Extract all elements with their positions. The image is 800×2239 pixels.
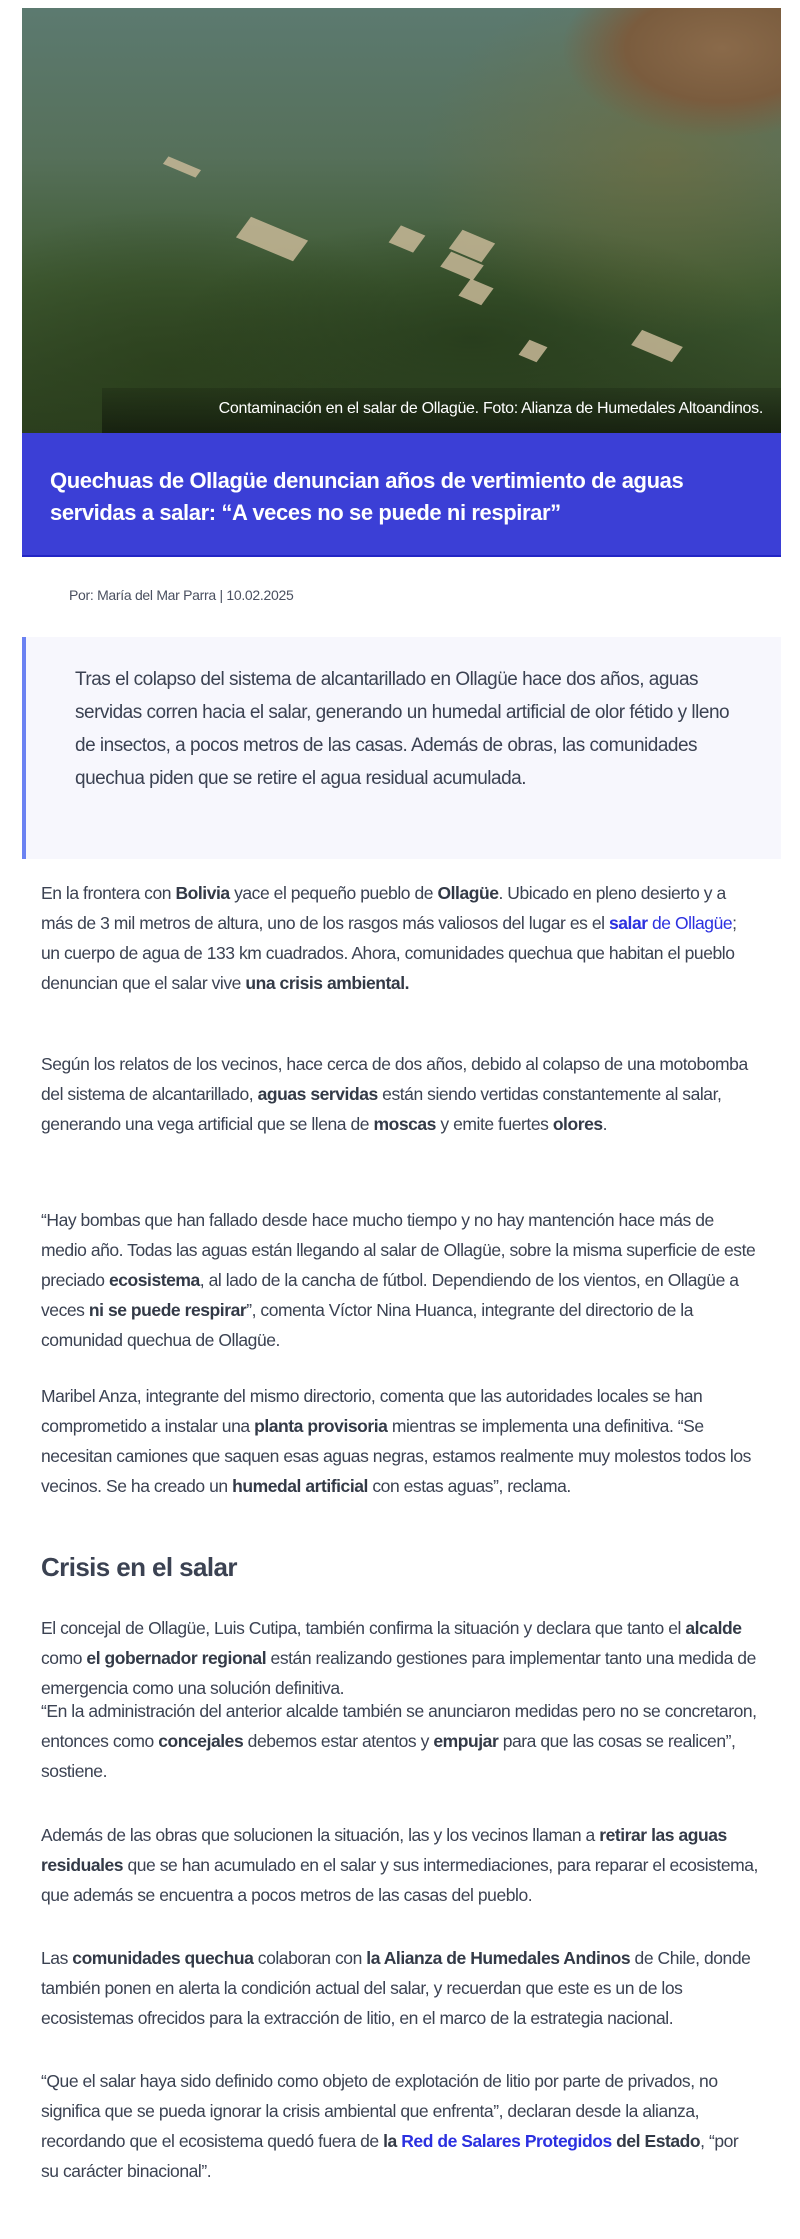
- bold-text: una crisis ambiental.: [245, 973, 410, 993]
- lead-blockquote: [22, 637, 781, 859]
- text-run: que se han acumulado en el salar y sus intermediaciones, para reparar el ecosistema, que además se encuentra a pocos metros de las casas del pueblo.: [41, 1855, 758, 1905]
- text-run: de Chile, donde también ponen en alerta la condición actual del salar, y recuerdan que este es un de los ecosistemas ofrecidos para la extracción de litio, en el marco de la estrategia nacional.: [41, 1948, 751, 2028]
- bold-text: el gobernador regional: [86, 1648, 267, 1668]
- photo-detail: [389, 225, 426, 252]
- paragraph: [41, 2066, 759, 2186]
- text-run: En la frontera con: [41, 883, 176, 903]
- section-heading: Crisis en el salar: [41, 1552, 237, 1582]
- text-run: están realizando gestiones para implementar tanto una medida de emergencia como una solución definitiva.: [41, 1648, 756, 1698]
- text-run: Según los relatos de los vecinos, hace cerca de dos años, debido al colapso de una motobomba del sistema de alcantarillado,: [41, 1054, 748, 1104]
- paragraph: [41, 1696, 759, 1786]
- bold-text: alcalde: [685, 1618, 742, 1638]
- photo-detail: [163, 156, 201, 177]
- paragraph: [41, 1049, 759, 1139]
- paragraph: [41, 1820, 759, 1910]
- bold-text: comunidades quechua: [72, 1948, 254, 1968]
- text-run: para que las cosas se realicen”, sostiene.: [41, 1731, 736, 1781]
- article-title: Quechuas de Ollagüe denuncian años de vertimiento de aguas servidas a salar: “A veces no se puede ni respirar”: [50, 468, 684, 525]
- text-run: y emite fuertes: [435, 1114, 553, 1134]
- inline-link[interactable]: salar: [608, 913, 648, 933]
- paragraph: [41, 1613, 759, 1703]
- bold-text: planta provisoria: [254, 1416, 388, 1436]
- byline: Por: María del Mar Parra | 10.02.2025: [69, 587, 294, 603]
- inline-link[interactable]: de Ollagüe: [647, 913, 733, 933]
- bold-text: empujar: [433, 1731, 499, 1751]
- bold-text: la Alianza de Humedales Andinos: [366, 1948, 631, 1968]
- photo-caption: [102, 388, 781, 433]
- bold-text: del Estado: [611, 2131, 701, 2151]
- bold-text: la: [383, 2131, 402, 2151]
- text-run: yace el pequeño pueblo de: [229, 883, 438, 903]
- photo-detail: [519, 340, 548, 363]
- bold-text: olores: [552, 1114, 603, 1134]
- paragraph: [41, 1943, 759, 2033]
- article-photo: [22, 8, 781, 433]
- paragraph: [41, 878, 759, 998]
- inline-link[interactable]: Red de Salares Protegidos: [401, 2131, 612, 2151]
- text-run: mientras se implementa una definitiva. “Se necesitan camiones que saquen esas aguas negras, estamos realmente muy molestos todos los vecinos. Se ha creado un: [41, 1416, 751, 1496]
- photo-detail: [631, 330, 683, 362]
- paragraph: [41, 1381, 759, 1501]
- text-run: .: [602, 1114, 608, 1134]
- text-run: están siendo vertidas constantemente al salar, generando una vega artificial que se llena de: [41, 1084, 722, 1134]
- text-run: debemos estar atentos y: [243, 1731, 434, 1751]
- text-run: , al lado de la cancha de fútbol. Dependiendo de los vientos, en Ollagüe a veces: [41, 1270, 739, 1320]
- text-run: “Hay bombas que han fallado desde hace mucho tiempo y no hay mantención hace más de medio año. Todas las aguas están llegando al salar de Ollagüe, sobre la misma superficie de este preciado: [41, 1210, 756, 1290]
- text-run: Además de las obras que solucionen la situación, las y los vecinos llaman a: [41, 1825, 600, 1845]
- bold-text: aguas servidas: [257, 1084, 378, 1104]
- text-run: con estas aguas”, reclama.: [367, 1476, 571, 1496]
- text-run: como: [41, 1648, 87, 1668]
- text-run: colaboran con: [253, 1948, 367, 1968]
- photo-detail: [458, 279, 493, 305]
- text-run: El concejal de Ollagüe, Luis Cutipa, también confirma la situación y declara que tanto el: [41, 1618, 686, 1638]
- lead-text: Tras el colapso del sistema de alcantarillado en Ollagüe hace dos años, aguas servidas corren hacia el salar, generando un humedal artificial de olor fétido y lleno de insectos, a pocos metros de las casas. Además de obras, las comunidades quechua piden que se retire el agua residual acumulada.: [75, 669, 730, 789]
- bold-text: concejales: [158, 1731, 244, 1751]
- text-run: , “por su carácter binacional”.: [41, 2131, 739, 2181]
- title-band: [22, 433, 781, 557]
- photo-caption-text: Contaminación en el salar de Ollagüe. Foto: Alianza de Humedales Altoandinos.: [218, 400, 763, 417]
- text-run: Las: [41, 1948, 73, 1968]
- text-run: . Ubicado en pleno desierto y a más de 3 mil metros de altura, uno de los rasgos más valiosos del lugar es el: [41, 883, 726, 933]
- paragraph: [41, 1205, 759, 1355]
- text-run: “Que el salar haya sido definido como objeto de explotación de litio por parte de privados, no significa que se pueda ignorar la crisis ambiental que enfrenta”, declaran desde la alianza, recordando que el ecosistema quedó fuera de: [41, 2071, 718, 2151]
- text-run: “En la administración del anterior alcalde también se anunciaron medidas pero no se concretaron, entonces como: [41, 1701, 757, 1751]
- text-run: ; un cuerpo de agua de 133 km cuadrados. Ahora, comunidades quechua que habitan el pueblo denuncian que el salar vive: [41, 913, 737, 993]
- bold-text: ecosistema: [108, 1270, 200, 1290]
- photo-detail: [236, 217, 308, 262]
- bold-text: humedal artificial: [232, 1476, 368, 1496]
- bold-text: Bolivia: [175, 883, 230, 903]
- bold-text: retirar las aguas residuales: [41, 1825, 727, 1875]
- bold-text: Ollagüe: [437, 883, 499, 903]
- text-run: Maribel Anza, integrante del mismo directorio, comenta que las autoridades locales se han comprometido a instalar una: [41, 1386, 703, 1436]
- bold-text: ni se puede respirar: [88, 1300, 247, 1320]
- bold-text: moscas: [373, 1114, 436, 1134]
- text-run: ”, comenta Víctor Nina Huanca, integrante del directorio de la comunidad quechua de Ollagüe.: [41, 1300, 694, 1350]
